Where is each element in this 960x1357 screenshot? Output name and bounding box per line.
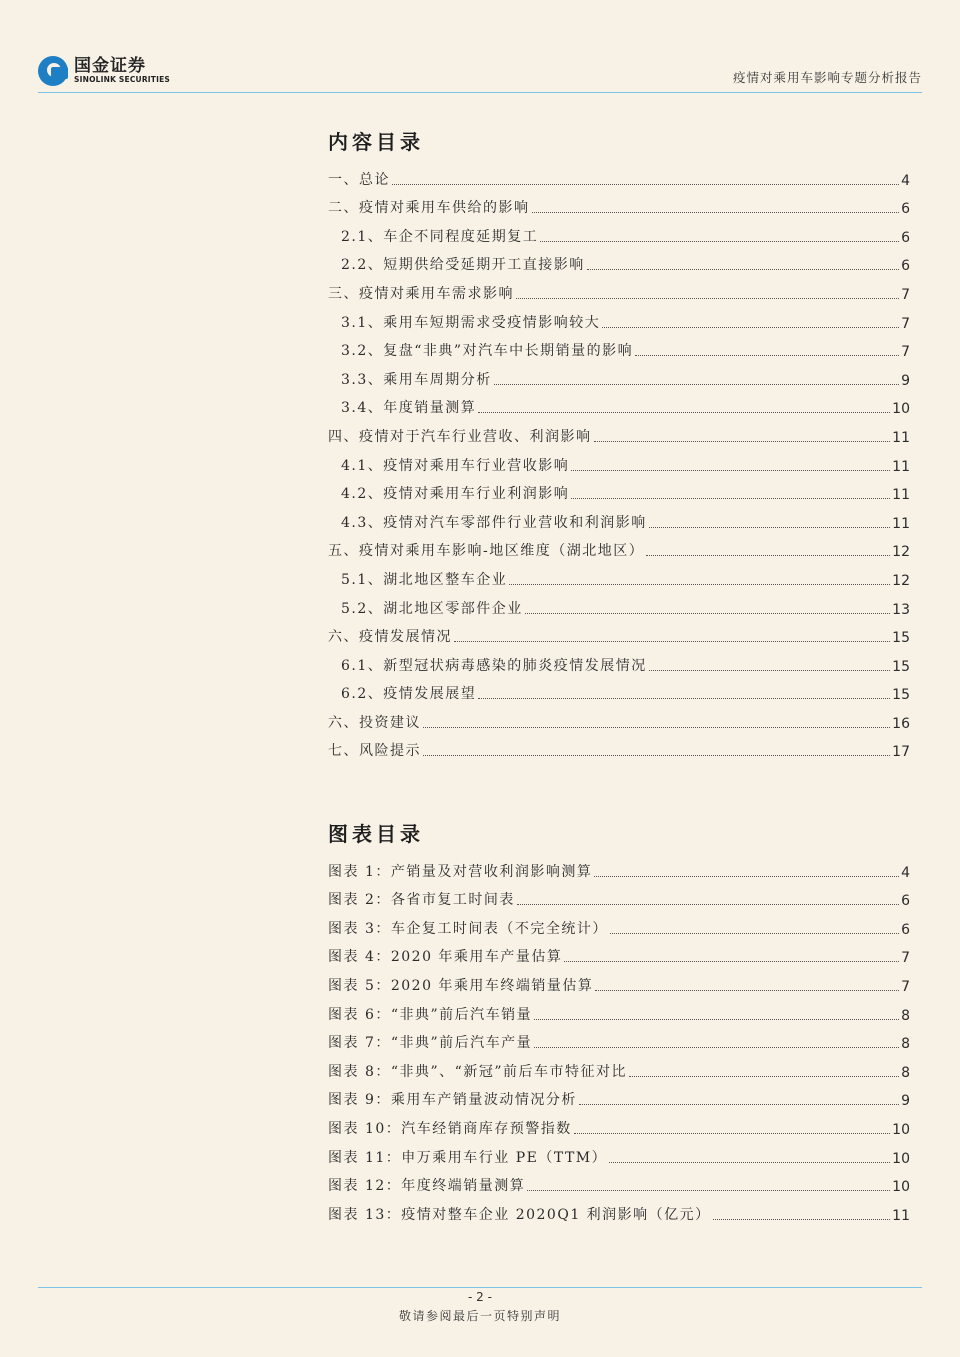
dot-leader [574,1133,890,1134]
entry-label: 图表 2：各省市复工时间表 [328,892,515,909]
dot-leader [646,555,890,556]
entry-label: 5.2、湖北地区零部件企业 [341,600,523,617]
toc-entry[interactable] [328,909,910,938]
entry-page-number: 9 [901,372,910,389]
toc-entry[interactable] [328,1024,910,1053]
toc-entry[interactable] [328,303,910,332]
toc-entry[interactable] [328,389,910,418]
entry-label: 二、疫情对乘用车供给的影响 [328,200,530,217]
toc-entry[interactable] [328,1195,910,1224]
disclaimer: 敬请参阅最后一页特别声明 [398,1309,561,1323]
entry-page-number: 15 [892,658,910,675]
toc-entry[interactable] [328,532,910,561]
toc-entry[interactable] [328,703,910,732]
toc-entry[interactable] [328,589,910,618]
entry-label: 3.1、乘用车短期需求受疫情影响较大 [341,314,601,331]
dot-leader [649,670,890,671]
toc-entry[interactable] [328,618,910,647]
toc-entry[interactable] [328,503,910,532]
toc-entry[interactable] [328,160,910,189]
entry-page-number: 11 [892,515,910,532]
entry-label: 七、风险提示 [328,743,421,760]
toc-entry[interactable] [328,417,910,446]
entry-page-number: 6 [901,893,910,910]
entry-page-number: 10 [892,1150,910,1167]
dot-leader [478,698,890,699]
dot-leader [478,412,890,413]
entry-label: 图表 5：2020 年乘用车终端销量估算 [328,977,594,994]
dot-leader [713,1219,890,1220]
toc-entry[interactable] [328,1081,910,1110]
entry-label: 5.1、湖北地区整车企业 [341,571,508,588]
dot-leader [392,184,899,185]
dot-leader [534,1019,899,1020]
entry-page-number: 11 [892,1207,910,1224]
entry-page-number: 7 [901,315,910,332]
entry-label: 一、总论 [328,171,390,188]
footer-divider [38,1287,922,1288]
entry-page-number: 7 [901,978,910,995]
entry-label: 3.3、乘用车周期分析 [341,371,492,388]
page-header [38,52,922,94]
entry-page-number: 8 [901,1036,910,1053]
entry-label: 图表 7：“非典”前后汽车产量 [328,1035,533,1052]
toc-entry[interactable] [328,560,910,589]
dot-leader [527,1190,890,1191]
entry-page-number: 10 [892,1179,910,1196]
toc-entry[interactable] [328,446,910,475]
dot-leader [532,212,900,213]
entry-page-number: 16 [892,715,910,732]
toc-entry[interactable] [328,732,910,761]
toc-entry[interactable] [328,274,910,303]
entry-label: 图表 9：乘用车产销量波动情况分析 [328,1092,577,1109]
entry-label: 3.2、复盘“非典”对汽车中长期销量的影响 [341,343,634,360]
dot-leader [564,961,899,962]
entry-page-number: 13 [892,601,910,618]
toc-entry[interactable] [328,881,910,910]
dot-leader [525,613,890,614]
toc-entry[interactable] [328,217,910,246]
entry-page-number: 11 [892,487,910,504]
entry-label: 六、投资建议 [328,714,421,731]
report-title: 疫情对乘用车影响专题分析报告 [732,70,922,85]
dot-leader [516,298,899,299]
entry-page-number: 15 [892,630,910,647]
toc-entry[interactable] [328,246,910,275]
entry-label: 6.1、新型冠状病毒感染的肺炎疫情发展情况 [341,657,647,674]
dot-leader [587,269,899,270]
toc-entry[interactable] [328,1109,910,1138]
dot-leader [423,727,890,728]
toc-entry[interactable] [328,1138,910,1167]
dot-leader [494,384,899,385]
figures-title: 图表目录 [328,822,424,846]
dot-leader [594,441,891,442]
entry-label: 3.4、年度销量测算 [341,400,477,417]
entry-page-number: 12 [892,572,910,589]
entry-page-number: 15 [892,687,910,704]
toc-entry[interactable] [328,675,910,704]
entry-label: 图表 1：产销量及对营收利润影响测算 [328,863,593,880]
entry-label: 4.2、疫情对乘用车行业利润影响 [341,486,570,503]
page-number: - 2 - [468,1290,492,1304]
entry-page-number: 10 [892,401,910,418]
entry-label: 4.3、疫情对汽车零部件行业营收和利润影响 [341,514,647,531]
dot-leader [602,327,899,328]
entry-page-number: 7 [901,344,910,361]
logo-chinese-name: 国金证券 [74,56,146,76]
toc-entry[interactable] [328,938,910,967]
entry-label: 四、疫情对于汽车行业营收、利润影响 [328,428,592,445]
dot-leader [595,990,899,991]
company-logo [38,56,170,86]
entry-page-number: 7 [901,950,910,967]
entry-label: 图表 8：“非典”、“新冠”前后车市特征对比 [328,1063,627,1080]
dot-leader [635,355,899,356]
dot-leader [571,470,890,471]
toc-entry[interactable] [328,332,910,361]
entry-label: 六、疫情发展情况 [328,629,452,646]
entry-label: 6.2、疫情发展展望 [341,686,477,703]
dot-leader [534,1047,899,1048]
header-divider [38,92,922,93]
toc-entry[interactable] [328,1167,910,1196]
entry-label: 图表 6：“非典”前后汽车销量 [328,1006,533,1023]
entry-label: 2.1、车企不同程度延期复工 [341,228,539,245]
entry-label: 4.1、疫情对乘用车行业营收影响 [341,457,570,474]
entry-page-number: 6 [901,201,910,218]
entry-page-number: 11 [892,458,910,475]
dot-leader [594,876,899,877]
entry-page-number: 12 [892,544,910,561]
entry-label: 2.2、短期供给受延期开工直接影响 [341,257,585,274]
dot-leader [517,904,899,905]
entry-page-number: 9 [901,1093,910,1110]
toc-entry[interactable] [328,646,910,675]
entry-page-number: 6 [901,229,910,246]
entry-label: 图表 13：疫情对整车企业 2020Q1 利润影响（亿元） [328,1206,711,1223]
toc-entry[interactable] [328,475,910,504]
toc-entry[interactable] [328,189,910,218]
dot-leader [540,241,899,242]
dot-leader [629,1076,899,1077]
entry-label: 图表 11：申万乘用车行业 PE（TTM） [328,1149,608,1166]
toc-entry[interactable] [328,966,910,995]
dot-leader [610,933,899,934]
entry-page-number: 6 [901,258,910,275]
entry-page-number: 17 [892,744,910,761]
entry-label: 图表 4：2020 年乘用车产量估算 [328,949,563,966]
entry-label: 图表 12：年度终端销量测算 [328,1178,526,1195]
entry-page-number: 4 [901,864,910,881]
toc-list [328,160,910,760]
dot-leader [579,1104,899,1105]
entry-page-number: 7 [901,286,910,303]
toc-title: 内容目录 [328,130,424,154]
entry-label: 五、疫情对乘用车影响-地区维度（湖北地区） [328,543,645,560]
entry-label: 图表 10：汽车经销商库存预警指数 [328,1120,572,1137]
entry-page-number: 8 [901,1007,910,1024]
dot-leader [423,755,890,756]
entry-page-number: 10 [892,1121,910,1138]
entry-label: 图表 3：车企复工时间表（不完全统计） [328,920,608,937]
entry-label: 三、疫情对乘用车需求影响 [328,285,514,302]
entry-page-number: 6 [901,921,910,938]
toc-entry[interactable] [328,995,910,1024]
entry-page-number: 8 [901,1064,910,1081]
dot-leader [571,498,890,499]
toc-entry[interactable] [328,360,910,389]
entry-page-number: 4 [901,172,910,189]
toc-entry[interactable] [328,852,910,881]
dot-leader [649,527,890,528]
logo-english-name: SINOLINK SECURITIES [74,75,171,84]
entry-page-number: 11 [892,429,910,446]
dot-leader [509,584,890,585]
sinolink-logo-icon [38,56,68,86]
dot-leader [609,1162,890,1163]
dot-leader [454,641,890,642]
figures-list [328,852,910,1224]
toc-entry[interactable] [328,1052,910,1081]
